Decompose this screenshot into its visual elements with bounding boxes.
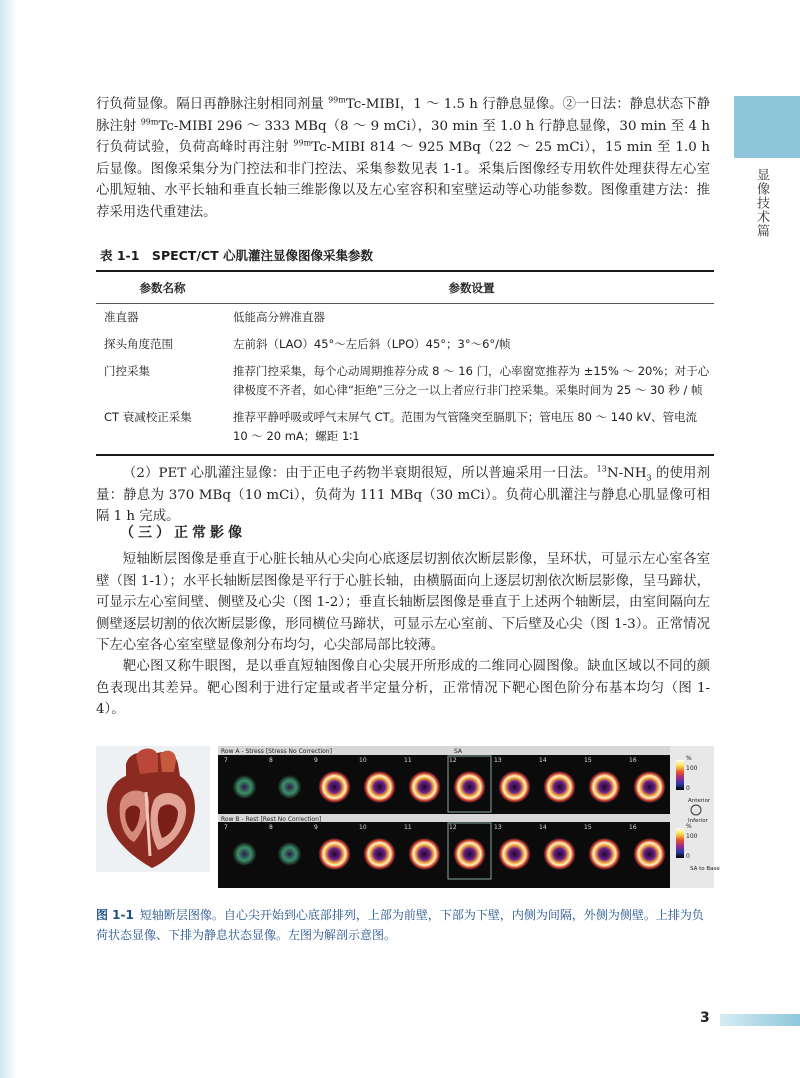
anterior-label: Anterior [688,798,711,804]
stress-slice-number: 11 [404,757,412,764]
table-row [96,331,714,358]
stress-slice-image [544,771,576,803]
rest-slice-number: 11 [404,824,412,831]
sa-label: SA [454,748,463,755]
p2-text-1: （2）PET 心肌灌注显像：由于正电子药物半衰期很短，所以普遍采用一日法。 [122,466,597,481]
stress-slice-image [589,771,621,803]
row-name: 门控采集 [104,364,150,378]
footer-accent-bar [720,1014,800,1026]
p1-sup-3: 99m [293,138,312,148]
p1-sup-1: 99m [328,95,346,105]
figure-caption-text: 短轴断层图像。自心尖开始到心底部排列，上部为前壁，下部为下壁，内侧为间隔，外侧为侧壁。上排为负荷状态显像、下排为静息状态显像。左图为解剖示意图。 [96,908,704,942]
color-scale-bottom [676,828,684,858]
rest-slice-image [233,842,257,866]
section-heading: （三）正常影像 [120,525,246,541]
rest-slice-number: 12 [449,824,457,831]
rest-slice-image [409,838,441,870]
row-value: 推荐平静呼吸或呼气末屏气 CT。范围为气管隆突至膈肌下；管电压 80 ～ 140 kV、管电流 10 ～ 20 mA；螺距 1∶1 [229,404,714,455]
color-scale-top [676,760,684,790]
parameter-table [96,246,714,456]
paragraph-4: 靶心图又称牛眼图，是以垂直短轴图像自心尖展开所形成的二维同心圆图像。缺血区域以不同的颜色表现出其差异。靶心图利于进行定量或者半定量分析，正常情况下靶心图色阶分布基本均匀（图 1-4）。 [96,659,710,717]
rest-slice-image [278,842,302,866]
rest-slice-image [364,838,396,870]
stress-slice-image [364,771,396,803]
rest-slice-image [319,838,351,870]
paragraph-2 [96,463,710,528]
p1-text-3: Tc-MIBI 296 ～ 333 MBq（8 ～ 9 mCi），30 min 至 1.0 h 行静息显像，30 min 至 4 h 行负荷试验，负荷高峰时再注射 [96,118,710,155]
table-row [96,358,714,404]
table-body [96,272,714,456]
scale-pct-top: % [686,755,692,762]
spect-short-axis-image [218,746,720,888]
stress-slice-image [499,771,531,803]
p2-text-3: 的使用剂量：静息为 370 MBq（10 mCi），负荷为 111 MBq（30 mCi）。负荷心肌灌注与静息心肌显像可相隔 1 h 完成。 [96,466,710,524]
stress-slice-number: 15 [584,757,592,764]
row-value: 推荐门控采集，每个心动周期推荐分成 8 ～ 16 门，心率窗宽推荐为 ±15% ～ 20%；对于心律极度不齐者，如心律“拒绝”三分之一以上者应行非门控采集。采集时间为 25 ～ 30 秒 / 帧 [233,364,710,397]
stress-slice-number: 10 [359,757,367,764]
stress-slice-image [233,775,257,799]
rest-slice-image [634,838,666,870]
stress-slice-number: 13 [494,757,502,764]
chapter-side-label: 显像技术篇 [754,168,769,238]
inferior-label: Inferior [688,818,708,824]
p1-text-4: Tc-MIBI 814 ～ 925 MBq（22 ～ 25 mCi），15 min 至 1.0 h 后显像。图像采集分为门控法和非门控法、采集参数见表 1-1。采集后图像经专用软件处理获得左心室心肌短轴、水平长轴和垂直长轴三维影像以及左心室容积和室壁运动等心功能参数。图像重建方法：推荐采用迭代重建法。 [96,140,710,220]
scale-0-top: 0 [686,785,690,792]
p2-text-2: N-NH [606,466,647,481]
stress-slice-number: 14 [539,757,547,764]
header-param-setting: 参数设置 [229,272,714,304]
table-row [96,404,714,455]
chapter-tab [734,96,800,158]
spect-panel [218,746,720,888]
stress-slice-number: 7 [224,757,228,764]
row-value: 左前斜（LAO）45°～左后斜（LPO）45°；3°～6°/帧 [233,337,511,351]
figure-number: 图 1-1 [96,908,134,922]
rest-slice-image [544,838,576,870]
row-a-label: Row A - Stress [Stress No Correction] [221,748,332,755]
left-margin-stripe [0,0,16,1078]
sa-to-base-label: SA to Base [690,866,720,872]
stress-slice-image [319,771,351,803]
row-b-label: Row B - Rest [Rest No Correction] [221,816,322,823]
scale-0-bottom: 0 [686,853,690,860]
rest-slice-image [454,838,486,870]
heart-anatomy-image [96,746,210,872]
table-caption: 表 1-1 SPECT/CT 心肌灌注显像图像采集参数 [96,246,714,272]
rest-slice-image [499,838,531,870]
p2-sub-1: 3 [646,473,652,483]
heart-anatomy-drawing [96,746,210,872]
p1-text-2: Tc-MIBI，1 ～ 1.5 h 行静息显像。②一日法：静息状态下静脉注射 [96,97,710,134]
stress-slice-image [409,771,441,803]
rest-slice-image [589,838,621,870]
scale-100-top: 100 [686,765,698,772]
rest-slice-number: 7 [224,824,228,831]
row-value: 低能高分辨准直器 [233,310,325,324]
table-header-row [96,272,714,304]
p2-sup-1: 13 [596,464,607,474]
page-number: 3 [700,1010,710,1026]
paragraph-1 [96,94,710,223]
rest-slice-number: 8 [269,824,273,831]
scale-pct-bottom: % [686,823,692,830]
stress-slice-number: 16 [629,757,637,764]
stress-slice-image [454,771,486,803]
rest-slice-number: 15 [584,824,592,831]
rest-slice-number: 14 [539,824,547,831]
figure-caption [96,905,714,945]
table-row [96,304,714,332]
rest-slice-number: 16 [629,824,637,831]
header-param-name: 参数名称 [96,272,229,304]
row-name: 探头角度范围 [104,337,173,351]
p1-text-1: 行负荷显像。隔日再静脉注射相同剂量 [96,97,329,112]
stress-slice-image [634,771,666,803]
row-name: CT 衰减校正采集 [96,404,229,455]
stress-slice-number: 8 [269,757,273,764]
paragraph-3: 短轴断层图像是垂直于心脏长轴从心尖向心底逐层切割依次断层影像，呈环状，可显示左心室各室壁（图 1-1）；水平长轴断层图像是平行于心脏长轴，由横膈面向上逐层切割依次断层影像，呈马蹄状，可显示左心室间壁、侧壁及心尖（图 1-2）；垂直长轴断层图像是垂直于上述两个轴断层，由室间隔向左侧壁逐层切割的依次断层影像，形同横位马蹄状，可显示左心室前、下后壁及心尖（图 1-3）。正常情况下左心室各心室室壁显像剂分布均匀，心尖部局部比较薄。 [96,552,710,653]
rest-slice-number: 13 [494,824,502,831]
rest-slice-number: 10 [359,824,367,831]
scale-100-bottom: 100 [686,833,698,840]
stress-slice-image [278,775,302,799]
stress-slice-number: 9 [314,757,318,764]
stress-slice-number: 12 [449,757,457,764]
rest-slice-number: 9 [314,824,318,831]
row-name: 准直器 [104,310,139,324]
p1-sup-2: 99m [140,117,159,127]
